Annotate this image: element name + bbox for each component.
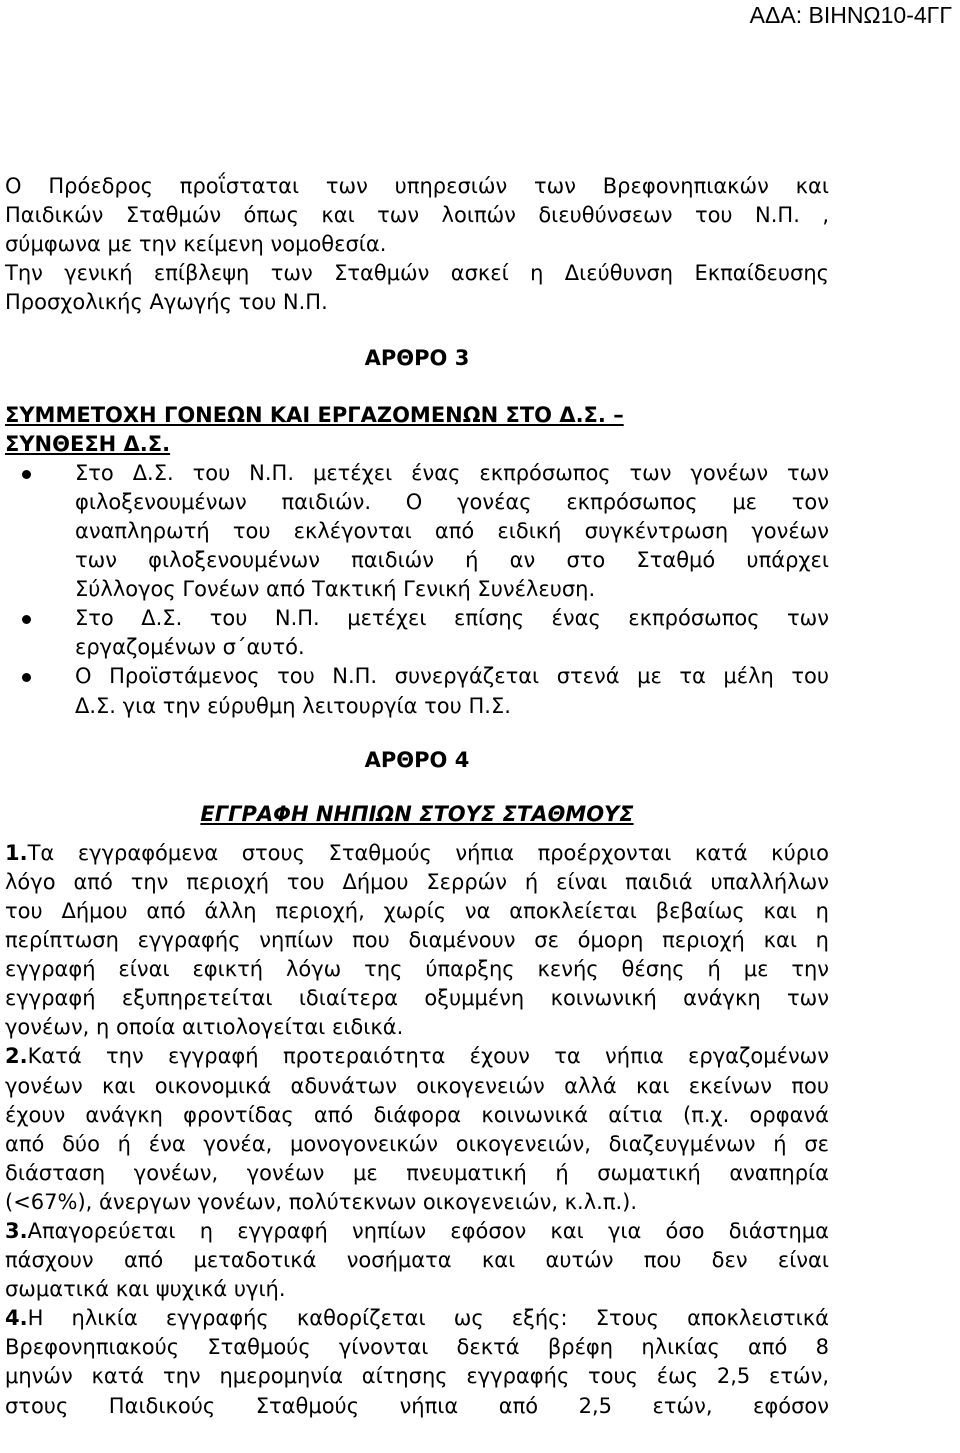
text-line: γονέων και οικονομικά αδυνάτων οικογενειών αλλά και εκείνων που (5, 1073, 829, 1098)
paragraph-number: 4. (5, 1306, 28, 1331)
text-line: Στο Δ.Σ. του Ν.Π. μετέχει επίσης ένας εκπρόσωπος των (75, 606, 829, 631)
text-line: Παιδικών Σταθμών όπως και των λοιπών διευθύνσεων του Ν.Π. , (5, 203, 829, 228)
article-4-paragraph-2 (5, 1042, 829, 1217)
text-line: Βρεφονηπιακούς Σταθμούς γίνονται δεκτά βρέφη ηλικίας από 8 (5, 1335, 829, 1360)
paragraph-number: 2. (5, 1044, 28, 1069)
text-line: εργαζομένων σ΄αυτό. (75, 635, 305, 660)
text-line: Ο Πρόεδρος προΐσταται των υπηρεσιών των Βρεφονηπιακών και (5, 174, 829, 198)
text-line: σύμφωνα με την κείμενη νομοθεσία. (5, 232, 387, 257)
list-item (5, 459, 829, 604)
document-ada-reference: ΑΔΑ: ΒΙΗΝΩ10-4ΓΓ (749, 2, 952, 28)
text-line: φιλοξενουμένων παιδιών. Ο γονέας εκπρόσωπος με τον (75, 489, 829, 514)
text-line: εγγραφή είναι εφικτή λόγω της ύπαρξης κενής θέσης ή με την (5, 957, 829, 982)
paragraph-number: 1. (5, 840, 28, 865)
article-3-heading-line1: ΣΥΜΜΕΤΟΧΗ ΓΟΝΕΩΝ ΚΑΙ ΕΡΓΑΖΟΜΕΝΩΝ ΣΤΟ Δ.Σ. – (5, 402, 624, 427)
text-line: λόγο από την περιοχή του Δήμου Σερρών ή είναι παιδιά υπαλλήλων (5, 869, 829, 894)
list-item (5, 604, 829, 662)
text-line: από δύο ή ένα γονέα, μονογονεικών οικογενειών, διαζευγμένων ή σε (5, 1131, 829, 1156)
bullet-icon (22, 470, 31, 479)
text-line: των φιλοξενουμένων παιδιών ή αν στο Σταθμό υπάρχει (75, 548, 829, 573)
text-line: Στο Δ.Σ. του Ν.Π. μετέχει ένας εκπρόσωπος των γονέων των (75, 460, 829, 485)
article-4-paragraph-1 (5, 839, 829, 1043)
text-line: Ο Προϊστάμενος του Ν.Π. συνεργάζεται στενά με τα μέλη του (75, 664, 829, 689)
article-3-bullet-list (5, 459, 829, 721)
article-4-title: ΑΡΘΡΟ 4 (364, 747, 470, 772)
text-line: μηνών κατά την ημερομηνία αίτησης εγγραφής τους έως 2,5 ετών, (5, 1364, 829, 1389)
text-line: σωματικά και ψυχικά υγιή. (5, 1277, 286, 1302)
text-line: πάσχουν από μεταδοτικά νοσήματα και αυτών που δεν είναι (5, 1248, 829, 1273)
text-line-content: Η ηλικία εγγραφής καθορίζεται ως εξής: Στους αποκλειστικά (27, 1306, 829, 1331)
text-line: εγγραφή εξυπηρετείται ιδιαίτερα οξυμμένη κοινωνική ανάγκη των (5, 986, 829, 1011)
text-line (5, 1217, 829, 1246)
text-line: (<67%), άνεργων γονέων, πολύτεκνων οικογενειών, κ.λ.π.). (5, 1189, 638, 1214)
document-body (5, 172, 829, 1421)
text-line: Προσχολικής Αγωγής του Ν.Π. (5, 290, 328, 315)
paragraph-number: 3. (5, 1219, 28, 1243)
text-line: Την γενική επίβλεψη των Σταθμών ασκεί η Διεύθυνση Εκπαίδευσης (5, 261, 829, 286)
text-line (5, 1042, 829, 1071)
text-line-content: Κατά την εγγραφή προτεραιότητα έχουν τα νήπια εργαζομένων (27, 1044, 829, 1069)
intro-section (5, 172, 829, 317)
article-3-heading (5, 401, 829, 459)
text-line: Δ.Σ. για την εύρυθμη λειτουργία του Π.Σ. (75, 693, 511, 718)
text-line: Σύλλογος Γονέων από Τακτική Γενική Συνέλευση. (75, 577, 596, 602)
text-line (5, 1304, 829, 1333)
text-line: του Δήμου από άλλη περιοχή, χωρίς να αποκλείεται βεβαίως και η (5, 898, 829, 923)
bullet-icon (22, 615, 31, 624)
text-line: γονέων, η οποία αιτιολογείται ειδικά. (5, 1015, 404, 1040)
bullet-icon (22, 673, 31, 682)
article-4-paragraph-4 (5, 1304, 829, 1420)
article-4-subtitle: ΕΓΓΡΑΦΗ ΝΗΠΙΩΝ ΣΤΟΥΣ ΣΤΑΘΜΟΥΣ (200, 801, 634, 826)
article-4-paragraph-3 (5, 1217, 829, 1304)
text-line-content: Τα εγγραφόμενα στους Σταθμούς νήπια προέρχονται κατά κύριο (27, 840, 829, 865)
article-3-heading-line2: ΣΥΝΘΕΣΗ Δ.Σ. (5, 431, 171, 456)
text-line: στους Παιδικούς Σταθμούς νήπια από 2,5 ετών, εφόσον (5, 1393, 829, 1418)
list-item (5, 662, 829, 720)
text-line-content: Απαγορεύεται η εγγραφή νηπίων εφόσον και για όσο διάστημα (27, 1219, 829, 1243)
text-line (5, 839, 829, 868)
text-line: διάσταση γονέων, γονέων με πνευματική ή σωματική αναπηρία (5, 1160, 829, 1185)
text-line: έχουν ανάγκη φροντίδας από διάφορα κοινωνικά αίτια (π.χ. ορφανά (5, 1102, 829, 1127)
article-3-title: ΑΡΘΡΟ 3 (364, 346, 470, 371)
text-line: αναπληρωτή του εκλέγονται από ειδική συγκέντρωση γονέων (75, 518, 829, 543)
text-line: περίπτωση εγγραφής νηπίων που διαμένουν σε όμορη περιοχή και η (5, 928, 829, 953)
